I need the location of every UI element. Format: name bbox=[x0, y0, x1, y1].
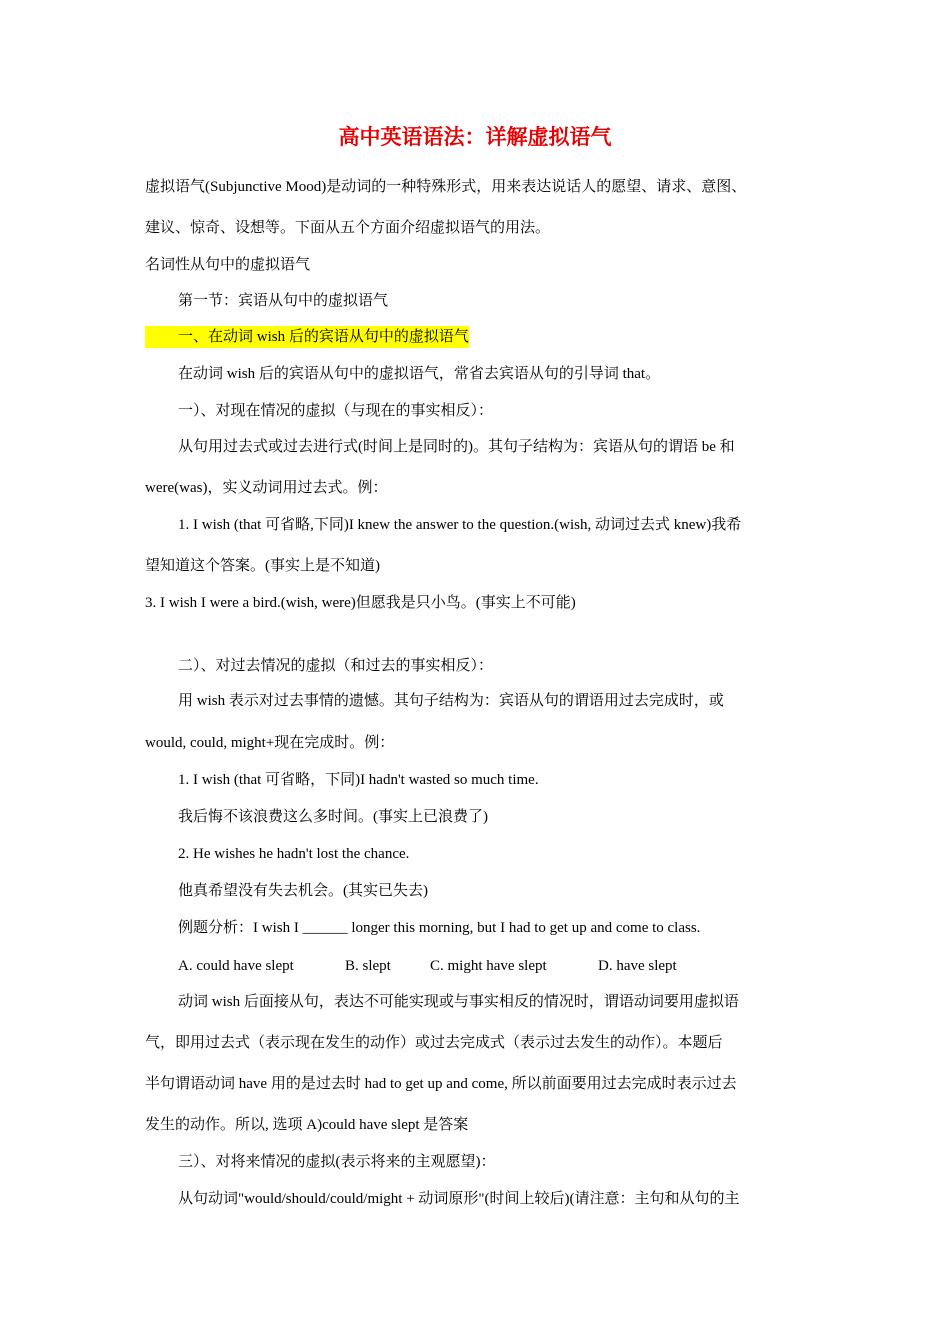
part3-text-1: 从句动词"would/should/could/might + 动词原形"(时间上较后)(请注意：主句和从句的主 bbox=[178, 1191, 740, 1207]
part1-example-1-line-2: 望知道这个答案。(事实上是不知道) bbox=[145, 558, 380, 574]
subsection-heading: 第一节：宾语从句中的虚拟语气 bbox=[178, 293, 389, 309]
answer-options bbox=[178, 955, 677, 977]
intro-line-2: 建议、惊奇、设想等。下面从五个方面介绍虚拟语气的用法。 bbox=[145, 220, 551, 236]
document-title: 高中英语语法：详解虚拟语气 bbox=[338, 125, 612, 149]
analysis-line-2: 气，即用过去式（表示现在发生的动作）或过去完成式（表示过去发生的动作）。本题后 bbox=[145, 1035, 723, 1051]
part1-example-1-line-1: 1. I wish (that 可省略,下同)I knew the answer to the question.(wish, 动词过去式 knew)我希 bbox=[178, 517, 742, 533]
part2-example-2-translation: 他真希望没有失去机会。(其实已失去) bbox=[178, 883, 428, 899]
part1-text-2: were(was)，实义动词用过去式。例： bbox=[145, 480, 388, 496]
option-b: B. slept bbox=[345, 958, 391, 974]
option-c: C. might have slept bbox=[430, 958, 547, 974]
part2-text-1: 用 wish 表示对过去事情的遗憾。其句子结构为：宾语从句的谓语用过去完成时，或 bbox=[178, 693, 724, 709]
example-question: 例题分析：I wish I ______ longer this morning, but I had to get up and come to class. bbox=[178, 920, 701, 936]
analysis-line-1: 动词 wish 后面接从句，表达不可能实现或与事实相反的情况时，谓语动词要用虚拟语 bbox=[178, 994, 739, 1010]
section-heading: 名词性从句中的虚拟语气 bbox=[145, 257, 311, 273]
highlighted-heading-text: 一、在动词 wish 后的宾语从句中的虚拟语气 bbox=[178, 329, 469, 345]
part1-text-1: 从句用过去式或过去进行式(时间上是同时的)。其句子结构为：宾语从句的谓语 be 和 bbox=[178, 439, 735, 455]
part2-example-1: 1. I wish (that 可省略，下同)I hadn't wasted so much time. bbox=[178, 772, 539, 788]
highlighted-heading bbox=[145, 326, 469, 348]
option-a: A. could have slept bbox=[178, 958, 294, 974]
part3-heading: 三）、对将来情况的虚拟(表示将来的主观愿望)： bbox=[178, 1154, 496, 1170]
option-d: D. have slept bbox=[598, 958, 677, 974]
part2-example-1-translation: 我后悔不该浪费这么多时间。(事实上已浪费了) bbox=[178, 809, 488, 825]
part1-example-3: 3. I wish I were a bird.(wish, were)但愿我是只小鸟。(事实上不可能) bbox=[145, 595, 576, 611]
intro-line-1: 虚拟语气(Subjunctive Mood)是动词的一种特殊形式，用来表达说话人的愿望、请求、意图、 bbox=[145, 179, 747, 195]
wish-note: 在动词 wish 后的宾语从句中的虚拟语气，常省去宾语从句的引导词 that。 bbox=[178, 366, 661, 382]
part2-heading: 二）、对过去情况的虚拟（和过去的事实相反）： bbox=[178, 658, 494, 674]
part2-example-2: 2. He wishes he hadn't lost the chance. bbox=[178, 846, 410, 862]
analysis-line-3: 半句谓语动词 have 用的是过去时 had to get up and come, 所以前面要用过去完成时表示过去 bbox=[145, 1076, 737, 1092]
part2-text-2: would, could, might+现在完成时。例： bbox=[145, 735, 395, 751]
part1-heading: 一）、对现在情况的虚拟（与现在的事实相反）： bbox=[178, 403, 494, 419]
analysis-line-4: 发生的动作。所以, 选项 A)could have slept 是答案 bbox=[145, 1117, 469, 1133]
